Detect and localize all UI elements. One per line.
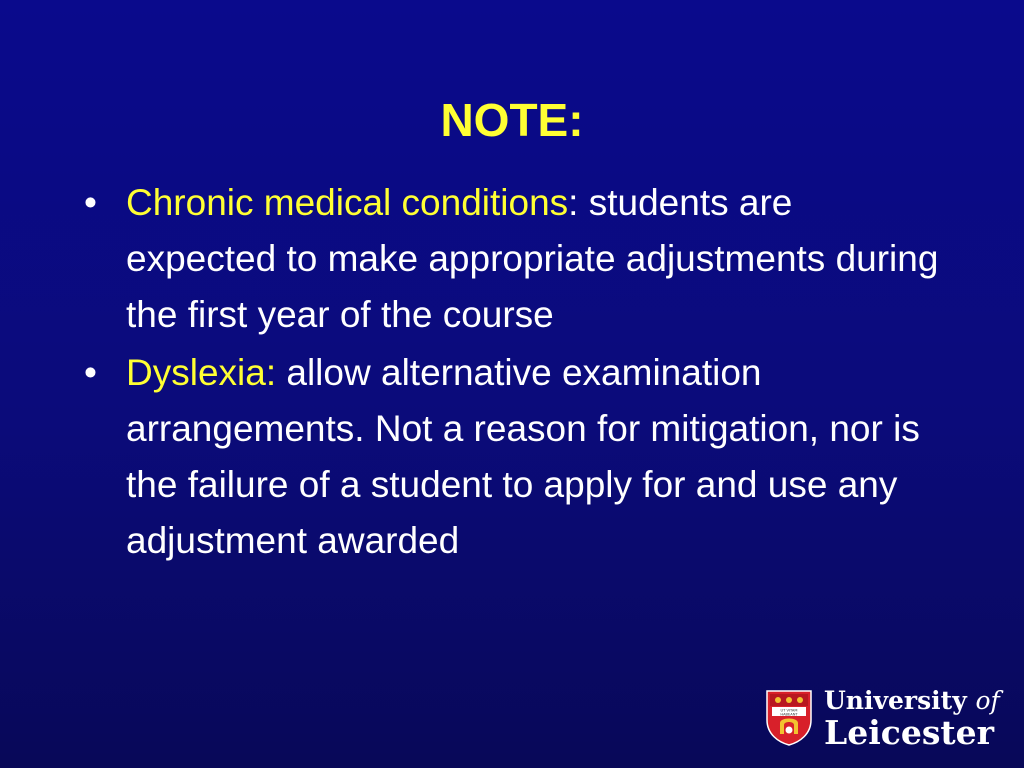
bullet-item (84, 175, 944, 343)
bullet-text: : students are expected to make appropriate adjustments during the first year of the course (126, 182, 939, 335)
bullet-highlight: Dyslexia: (126, 352, 277, 393)
bullet-marker: • (84, 352, 97, 393)
shield-icon (766, 690, 812, 746)
bullet-list (84, 175, 944, 569)
university-logo (766, 688, 1011, 752)
svg-text:HABEANT: HABEANT (780, 712, 798, 717)
bullet-highlight: Chronic medical conditions (126, 182, 569, 223)
logo-university-text: University of (824, 686, 1000, 715)
bullet-text: allow alternative examination arrangements. Not a reason for mitigation, nor is the failure of a student to apply for and use any adjustment awarded (126, 352, 920, 561)
logo-leicester-text: Leicester (824, 713, 995, 752)
bullet-item (84, 345, 944, 569)
svg-text:UT VITAM: UT VITAM (780, 708, 798, 713)
bullet-marker: • (84, 182, 97, 223)
slide-title: NOTE: (440, 94, 584, 146)
